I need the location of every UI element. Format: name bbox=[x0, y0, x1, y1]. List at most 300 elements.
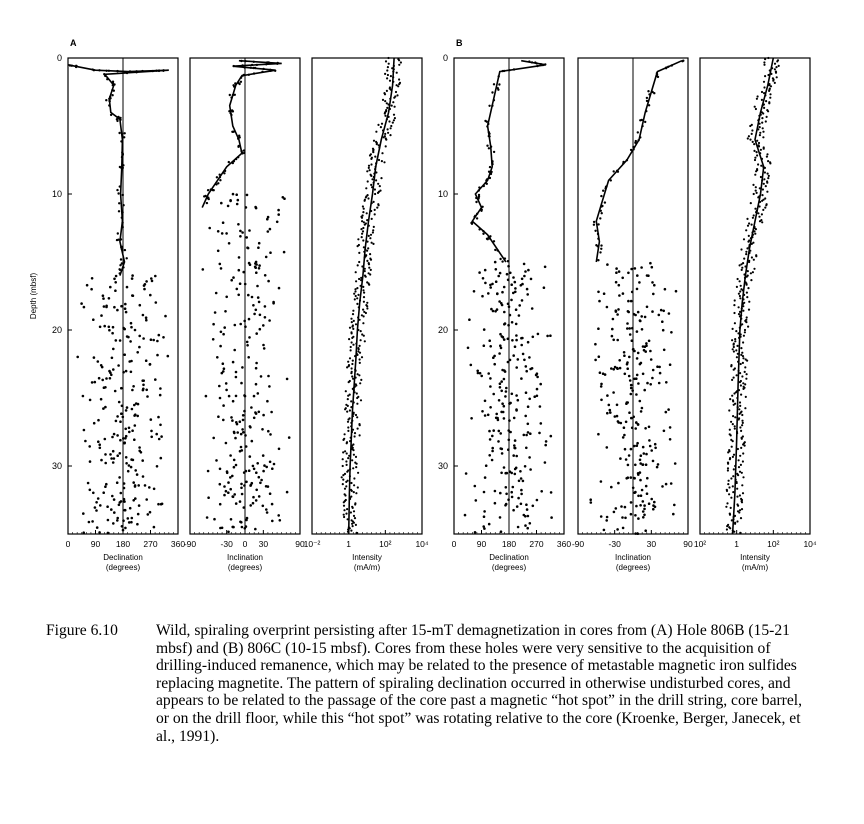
data-point bbox=[632, 487, 635, 490]
data-point bbox=[606, 263, 609, 266]
data-point bbox=[493, 151, 495, 153]
y-tick-label: 10 bbox=[51, 189, 62, 199]
data-point bbox=[343, 516, 345, 518]
data-point bbox=[761, 194, 763, 196]
data-point bbox=[108, 98, 110, 100]
data-point bbox=[112, 84, 114, 86]
data-point bbox=[544, 444, 547, 447]
data-point bbox=[225, 442, 228, 445]
data-point bbox=[82, 512, 85, 515]
data-point bbox=[344, 488, 346, 490]
data-point bbox=[370, 269, 372, 271]
data-point bbox=[763, 107, 765, 109]
data-point bbox=[136, 415, 139, 418]
data-point bbox=[111, 332, 114, 335]
data-point bbox=[144, 283, 147, 286]
data-point bbox=[512, 509, 515, 512]
data-point bbox=[597, 245, 599, 247]
data-point bbox=[362, 230, 364, 232]
data-point bbox=[763, 178, 765, 180]
data-point bbox=[232, 276, 235, 279]
x-tick-label: 90 bbox=[90, 539, 101, 549]
data-point bbox=[342, 479, 344, 481]
data-point bbox=[517, 497, 520, 500]
data-point bbox=[159, 394, 162, 397]
data-point bbox=[356, 397, 358, 399]
data-point bbox=[268, 61, 270, 63]
data-point bbox=[360, 330, 362, 332]
data-point bbox=[112, 450, 115, 453]
data-point bbox=[489, 235, 491, 237]
data-point bbox=[353, 484, 355, 486]
data-point bbox=[646, 492, 649, 495]
data-point bbox=[637, 495, 640, 498]
data-point bbox=[600, 248, 602, 250]
data-point bbox=[489, 438, 492, 441]
data-point bbox=[363, 292, 365, 294]
data-point bbox=[476, 217, 478, 219]
data-point bbox=[767, 57, 769, 59]
data-trace bbox=[202, 61, 282, 208]
data-point bbox=[356, 416, 358, 418]
data-point bbox=[505, 390, 508, 393]
data-point bbox=[235, 193, 238, 196]
data-point bbox=[778, 65, 780, 67]
data-point bbox=[245, 236, 248, 239]
data-point bbox=[732, 415, 734, 417]
data-point bbox=[650, 449, 653, 452]
y-tick-label: 0 bbox=[442, 53, 448, 63]
data-point bbox=[748, 301, 750, 303]
data-point bbox=[130, 360, 133, 363]
data-point bbox=[543, 286, 546, 289]
data-point bbox=[755, 170, 757, 172]
data-point bbox=[271, 467, 274, 470]
data-point bbox=[207, 189, 209, 191]
data-point bbox=[116, 481, 119, 484]
data-point bbox=[606, 394, 609, 397]
data-point bbox=[109, 286, 112, 289]
data-point bbox=[362, 322, 364, 324]
data-point bbox=[122, 529, 125, 532]
data-point bbox=[116, 434, 119, 437]
data-point bbox=[495, 413, 498, 416]
data-point bbox=[507, 498, 510, 501]
data-point bbox=[470, 417, 473, 420]
data-point bbox=[353, 320, 355, 322]
data-point bbox=[104, 462, 107, 465]
data-point bbox=[525, 434, 528, 437]
data-point bbox=[487, 123, 489, 125]
data-point bbox=[484, 400, 487, 403]
data-point bbox=[733, 404, 735, 406]
data-point bbox=[370, 184, 372, 186]
data-point bbox=[636, 288, 639, 291]
data-point bbox=[669, 426, 672, 429]
data-point bbox=[646, 97, 648, 99]
data-point bbox=[637, 532, 640, 535]
data-point bbox=[249, 484, 252, 487]
data-point bbox=[761, 221, 763, 223]
data-point bbox=[503, 466, 506, 469]
y-axis-label: Depth (mbsf) bbox=[29, 272, 38, 320]
data-point bbox=[262, 505, 265, 508]
data-point bbox=[227, 481, 230, 484]
data-point bbox=[767, 173, 769, 175]
data-point bbox=[741, 508, 743, 510]
data-point bbox=[518, 304, 521, 307]
data-point bbox=[354, 298, 356, 300]
data-point bbox=[347, 395, 349, 397]
data-point bbox=[763, 148, 765, 150]
data-point bbox=[362, 309, 364, 311]
data-point bbox=[355, 377, 357, 379]
data-point bbox=[521, 278, 524, 281]
data-point bbox=[764, 75, 766, 77]
data-point bbox=[286, 491, 289, 494]
data-point bbox=[375, 166, 377, 168]
data-point bbox=[662, 310, 665, 313]
data-point bbox=[112, 81, 114, 83]
data-point bbox=[219, 263, 222, 266]
data-point bbox=[738, 337, 740, 339]
data-point bbox=[504, 370, 507, 373]
data-point bbox=[640, 315, 643, 318]
data-point bbox=[250, 67, 252, 69]
data-point bbox=[738, 293, 740, 295]
y-tick-label: 0 bbox=[56, 53, 62, 63]
data-point bbox=[346, 464, 348, 466]
data-point bbox=[346, 442, 348, 444]
data-point bbox=[508, 439, 511, 442]
data-point bbox=[217, 230, 220, 233]
data-point bbox=[488, 339, 491, 342]
data-point bbox=[742, 492, 744, 494]
data-point bbox=[115, 275, 118, 278]
subplot-intensity bbox=[694, 57, 817, 572]
data-point bbox=[621, 277, 624, 280]
data-point bbox=[373, 173, 375, 175]
data-point bbox=[732, 400, 734, 402]
data-point bbox=[237, 138, 239, 140]
data-point bbox=[532, 505, 535, 508]
data-point bbox=[499, 344, 502, 347]
data-point bbox=[239, 230, 242, 233]
data-point bbox=[653, 284, 656, 287]
x-tick-label: 180 bbox=[115, 539, 131, 549]
data-point bbox=[76, 356, 79, 359]
data-point bbox=[146, 395, 149, 398]
data-point bbox=[269, 492, 272, 495]
data-point bbox=[349, 440, 351, 442]
figure-label: Figure 6.10 bbox=[46, 622, 118, 639]
data-point bbox=[768, 175, 770, 177]
data-point bbox=[389, 98, 391, 100]
data-point bbox=[224, 170, 226, 172]
data-point bbox=[766, 116, 768, 118]
data-point bbox=[243, 484, 246, 487]
data-point bbox=[162, 336, 165, 339]
data-point bbox=[206, 516, 209, 519]
y-tick-label: 30 bbox=[51, 461, 62, 471]
data-point bbox=[112, 326, 115, 329]
data-point bbox=[222, 362, 225, 365]
data-point bbox=[483, 328, 486, 331]
data-point bbox=[356, 392, 358, 394]
data-point bbox=[505, 503, 508, 506]
data-point bbox=[217, 182, 219, 184]
data-point bbox=[759, 132, 761, 134]
data-point bbox=[733, 350, 735, 352]
data-point bbox=[517, 399, 520, 402]
data-point bbox=[162, 70, 164, 72]
data-point bbox=[488, 430, 491, 433]
data-point bbox=[121, 222, 123, 224]
data-point bbox=[499, 272, 502, 275]
data-point bbox=[249, 263, 252, 266]
data-point bbox=[757, 119, 759, 121]
data-point bbox=[515, 308, 518, 311]
data-point bbox=[351, 523, 353, 525]
data-point bbox=[755, 186, 757, 188]
data-point bbox=[224, 310, 227, 313]
data-point bbox=[747, 287, 749, 289]
data-point bbox=[743, 273, 745, 275]
data-point bbox=[102, 491, 105, 494]
data-point bbox=[483, 510, 486, 513]
data-point bbox=[353, 454, 355, 456]
data-point bbox=[742, 422, 744, 424]
data-point bbox=[514, 447, 517, 450]
data-point bbox=[260, 479, 263, 482]
data-point bbox=[647, 90, 649, 92]
data-point bbox=[519, 470, 522, 473]
data-point bbox=[252, 502, 255, 505]
x-tick-label: 180 bbox=[501, 539, 517, 549]
data-point bbox=[744, 366, 746, 368]
data-point bbox=[206, 202, 208, 204]
data-point bbox=[748, 135, 750, 137]
data-point bbox=[253, 72, 255, 74]
data-point bbox=[351, 332, 353, 334]
data-point bbox=[636, 442, 639, 445]
data-point bbox=[119, 272, 121, 274]
data-point bbox=[600, 385, 603, 388]
data-point bbox=[748, 222, 750, 224]
data-point bbox=[501, 369, 504, 372]
data-point bbox=[376, 143, 378, 145]
data-point bbox=[658, 366, 661, 369]
data-point bbox=[746, 284, 748, 286]
data-point bbox=[513, 68, 515, 70]
data-point bbox=[389, 108, 391, 110]
data-point bbox=[96, 526, 99, 529]
panel-b bbox=[438, 38, 817, 572]
data-point bbox=[482, 277, 485, 280]
data-point bbox=[249, 455, 252, 458]
data-point bbox=[486, 145, 488, 147]
data-point bbox=[350, 530, 352, 532]
x-axis-units: (mA/m) bbox=[741, 563, 769, 572]
data-point bbox=[600, 383, 603, 386]
data-point bbox=[739, 372, 741, 374]
data-point bbox=[754, 159, 756, 161]
data-point bbox=[366, 302, 368, 304]
data-point bbox=[517, 358, 520, 361]
data-point bbox=[540, 63, 542, 65]
data-point bbox=[604, 201, 606, 203]
data-point bbox=[512, 354, 515, 357]
data-point bbox=[111, 94, 113, 96]
data-point bbox=[384, 73, 386, 75]
data-point bbox=[754, 157, 756, 159]
data-point bbox=[376, 207, 378, 209]
data-point bbox=[752, 271, 754, 273]
data-point bbox=[233, 349, 236, 352]
data-point bbox=[749, 139, 751, 141]
data-point bbox=[606, 446, 609, 449]
data-point bbox=[128, 431, 131, 434]
data-point bbox=[520, 377, 523, 380]
data-point bbox=[749, 125, 751, 127]
data-point bbox=[109, 453, 112, 456]
data-point bbox=[736, 345, 738, 347]
data-point bbox=[727, 451, 729, 453]
data-point bbox=[546, 335, 549, 338]
data-point bbox=[237, 199, 240, 202]
data-point bbox=[258, 242, 261, 245]
data-point bbox=[606, 412, 609, 415]
data-point bbox=[759, 187, 761, 189]
data-point bbox=[271, 503, 274, 506]
data-point bbox=[288, 436, 291, 439]
data-point bbox=[668, 312, 671, 315]
data-point bbox=[527, 405, 530, 408]
data-point bbox=[498, 75, 500, 77]
data-point bbox=[735, 479, 737, 481]
data-point bbox=[515, 366, 518, 369]
data-point bbox=[128, 464, 131, 467]
data-point bbox=[727, 469, 729, 471]
data-point bbox=[258, 301, 261, 304]
data-point bbox=[350, 318, 352, 320]
data-point bbox=[728, 409, 730, 411]
data-point bbox=[123, 328, 126, 331]
data-point bbox=[597, 291, 600, 294]
data-point bbox=[245, 481, 248, 484]
data-point bbox=[627, 272, 630, 275]
data-point bbox=[730, 365, 732, 367]
data-point bbox=[364, 256, 366, 258]
data-point bbox=[637, 472, 640, 475]
data-point bbox=[726, 528, 728, 530]
data-point bbox=[652, 508, 655, 511]
data-point bbox=[228, 161, 230, 163]
data-point bbox=[506, 273, 509, 276]
data-point bbox=[738, 466, 740, 468]
data-point bbox=[646, 382, 649, 385]
data-point bbox=[124, 249, 126, 251]
data-point bbox=[366, 250, 368, 252]
data-point bbox=[670, 331, 673, 334]
data-point bbox=[623, 354, 626, 357]
data-point bbox=[368, 263, 370, 265]
data-point bbox=[498, 300, 501, 303]
data-point bbox=[221, 527, 224, 530]
data-point bbox=[117, 232, 119, 234]
data-point bbox=[636, 357, 639, 360]
data-point bbox=[363, 246, 365, 248]
data-point bbox=[145, 498, 148, 501]
data-point bbox=[600, 515, 603, 518]
data-point bbox=[775, 66, 777, 68]
data-point bbox=[503, 338, 506, 341]
data-point bbox=[639, 136, 641, 138]
data-point bbox=[359, 358, 361, 360]
data-point bbox=[387, 128, 389, 130]
data-point bbox=[741, 375, 743, 377]
data-point bbox=[755, 190, 757, 192]
data-point bbox=[739, 295, 741, 297]
data-point bbox=[732, 328, 734, 330]
data-point bbox=[536, 395, 539, 398]
data-point bbox=[361, 233, 363, 235]
data-point bbox=[368, 165, 370, 167]
data-point bbox=[630, 513, 633, 516]
data-point bbox=[742, 382, 744, 384]
data-point bbox=[357, 245, 359, 247]
data-point bbox=[741, 269, 743, 271]
data-point bbox=[121, 525, 124, 528]
data-point bbox=[635, 140, 637, 142]
data-point bbox=[745, 378, 747, 380]
data-point bbox=[498, 399, 501, 402]
data-point bbox=[233, 431, 236, 434]
data-point bbox=[478, 196, 480, 198]
data-point bbox=[355, 370, 357, 372]
data-point bbox=[244, 325, 247, 328]
data-point bbox=[349, 475, 351, 477]
data-point bbox=[108, 326, 111, 329]
data-point bbox=[500, 347, 503, 350]
data-point bbox=[644, 529, 647, 532]
data-point bbox=[381, 152, 383, 154]
data-point bbox=[352, 328, 354, 330]
data-point bbox=[277, 514, 280, 517]
data-point bbox=[646, 306, 649, 309]
data-point bbox=[769, 93, 771, 95]
data-point bbox=[116, 454, 119, 457]
data-point bbox=[634, 427, 637, 430]
data-point bbox=[345, 481, 347, 483]
data-point bbox=[481, 295, 484, 298]
data-point bbox=[739, 264, 741, 266]
data-point bbox=[503, 378, 506, 381]
data-point bbox=[122, 519, 125, 522]
data-point bbox=[478, 271, 481, 274]
data-point bbox=[120, 167, 122, 169]
data-point bbox=[362, 289, 364, 291]
data-point bbox=[91, 277, 94, 280]
data-point bbox=[752, 217, 754, 219]
data-point bbox=[122, 226, 124, 228]
data-point bbox=[278, 448, 281, 451]
data-point bbox=[489, 284, 492, 287]
data-point bbox=[750, 279, 752, 281]
data-point bbox=[358, 278, 360, 280]
data-point bbox=[363, 301, 365, 303]
data-point bbox=[253, 417, 256, 420]
